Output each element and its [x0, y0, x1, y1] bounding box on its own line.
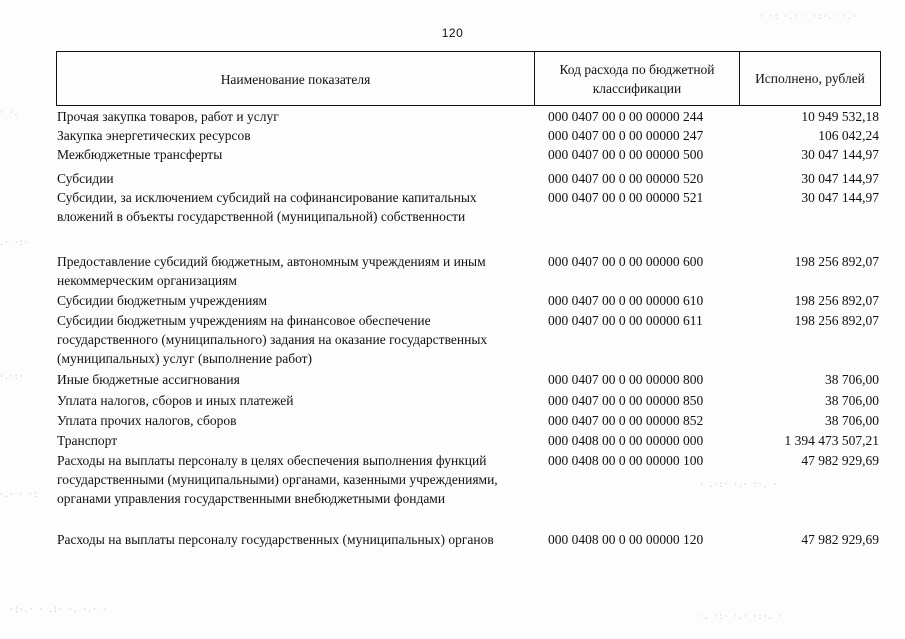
scan-noise: · ·. — [0, 108, 20, 118]
row-code: 000 0407 00 0 00 00000 850 — [548, 393, 704, 408]
row-sum: 38 706,00 — [825, 413, 879, 428]
scan-noise: ·:·.· · .:· ·. ·.· · — [10, 605, 108, 615]
row-code: 000 0407 00 0 00 00000 800 — [548, 372, 704, 387]
header-code: Код расхода по бюджетной классификации — [535, 52, 740, 105]
row-name: Иные бюджетные ассигнования — [57, 372, 240, 387]
row-sum: 30 047 144,97 — [801, 190, 879, 205]
row-name: Транспорт — [57, 433, 118, 448]
header-sum: Исполнено, рублей — [755, 71, 865, 86]
scan-noise: ·.· · ·: — [0, 490, 40, 500]
row-code: 000 0407 00 0 00 00000 500 — [548, 147, 704, 162]
row-name: Закупка энергетических ресурсов — [57, 128, 251, 143]
row-code: 000 0408 00 0 00 00000 100 — [548, 453, 704, 468]
row-sum: 30 047 144,97 — [801, 147, 879, 162]
row-sum: 106 042,24 — [818, 128, 879, 143]
row-code: 000 0407 00 0 00 00000 520 — [548, 171, 704, 186]
row-sum: 47 982 929,69 — [801, 532, 879, 547]
row-code: 000 0407 00 0 00 00000 247 — [548, 128, 704, 143]
row-name: Уплата налогов, сборов и иных платежей — [57, 393, 294, 408]
row-code: 000 0407 00 0 00 00000 610 — [548, 293, 704, 308]
row-sum: 198 256 892,07 — [794, 313, 879, 328]
scan-noise: .· ·:· — [0, 238, 30, 248]
row-code: 000 0408 00 0 00 00000 000 — [548, 433, 704, 448]
scan-noise: ·.·:· — [0, 372, 25, 382]
row-name: Прочая закупка товаров, работ и услуг — [57, 109, 279, 124]
row-code: 000 0407 00 0 00 00000 600 — [548, 254, 704, 269]
row-name: Уплата прочих налогов, сборов — [57, 413, 237, 428]
row-sum: 10 949 532,18 — [801, 109, 879, 124]
page-number: 120 — [441, 26, 464, 40]
row-code: 000 0407 00 0 00 00000 521 — [548, 190, 704, 205]
row-sum: 198 256 892,07 — [794, 293, 879, 308]
row-name: Субсидии бюджетным учреждениям на финансовое обеспечение государственного (муниципального) задания на оказание государственных (муниципальных) услуг (выполнение работ) — [57, 313, 488, 366]
row-name: Субсидии, за исключением субсидий на софинансирование капитальных вложений в объекты государственной (муниципальной) собственности — [57, 190, 477, 224]
row-code: 000 0407 00 0 00 00000 244 — [548, 109, 704, 124]
row-sum: 1 394 473 507,21 — [784, 433, 879, 448]
row-sum: 30 047 144,97 — [801, 171, 879, 186]
row-name: Расходы на выплаты персоналу в целях обеспечения выполнения функций государственными (муниципальными) органами, казенными учреждениями, органами управления государственными внебюджетными фондами — [57, 453, 498, 506]
row-sum: 47 982 929,69 — [801, 453, 879, 468]
row-name: Расходы на выплаты персоналу государственных (муниципальных) органов — [57, 532, 494, 547]
row-sum: 198 256 892,07 — [794, 254, 879, 269]
row-sum: 38 706,00 — [825, 393, 879, 408]
row-code: 000 0407 00 0 00 00000 852 — [548, 413, 704, 428]
row-sum: 38 706,00 — [825, 372, 879, 387]
row-name: Субсидии — [57, 171, 114, 186]
scan-noise: · ·: ·.· · ·:·.· ·.· — [760, 12, 858, 22]
row-name: Субсидии бюджетным учреждениям — [57, 293, 268, 308]
header-name: Наименование показателя — [57, 52, 535, 105]
scan-noise: ·. ·:· ·.· ·:·. · — [700, 612, 783, 622]
row-code: 000 0408 00 0 00 00000 120 — [548, 532, 704, 547]
row-name: Межбюджетные трансферты — [57, 147, 223, 162]
row-code: 000 0407 00 0 00 00000 611 — [548, 313, 703, 328]
row-name: Предоставление субсидий бюджетным, автономным учреждениям и иным некоммерческим организациям — [57, 254, 486, 288]
table-header — [56, 51, 881, 106]
scan-noise: · .·:· ·.· :·. · — [700, 480, 779, 490]
